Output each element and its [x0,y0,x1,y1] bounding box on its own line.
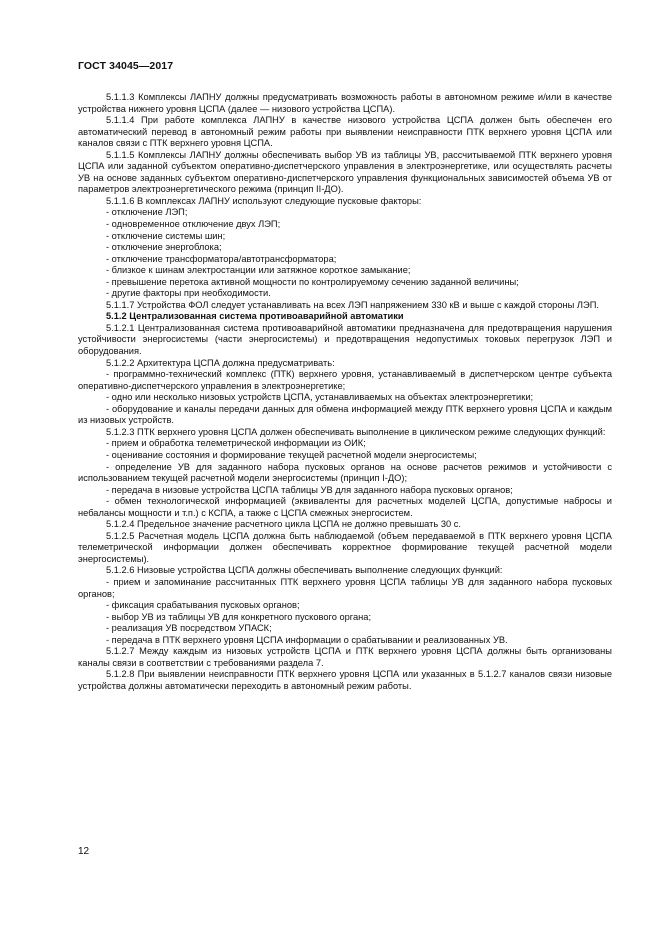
paragraph: 5.1.2.8 При выявлении неисправности ПТК верхнего уровня ЦСПА или указанных в 5.1.2.7 каналов связи низовые устройства должны автоматически переходить в автономный режим работы. [78,669,612,691]
list-item: - обмен технологической информацией (эквиваленты для расчетных моделей ЦСПА, допустимые набросы и небалансы мощности и т.п.) с КСПА, а также с ЦСПА смежных энергосистем. [78,496,612,518]
list-item: - определение УВ для заданного набора пусковых органов на основе расчетов режимов и устойчивости с использованием текущей расчетной модели энергосистемы (принцип I-ДО); [78,461,612,484]
list-item: - отключение системы шин; [106,230,226,241]
paragraph: 5.1.1.7 Устройства ФОЛ следует устанавливать на всех ЛЭП напряжением 330 кВ и выше с каждой стороны ЛЭП. [106,299,599,310]
list-item: - одновременное отключение двух ЛЭП; [106,219,281,230]
list-item: - близкое к шинам электростанции или затяжное короткое замыкание; [106,265,411,276]
section-heading: 5.1.2 Централизованная система противоаварийной автоматики [106,311,404,322]
list-item: - передача в ПТК верхнего уровня ЦСПА информации о срабатывании и реализованных УВ. [106,634,508,645]
paragraph: 5.1.2.4 Предельное значение расчетного цикла ЦСПА не должно превышать 30 с. [106,519,461,530]
list-item: - прием и обработка телеметрической информации из ОИК; [106,438,366,449]
list-item: - программно-технический комплекс (ПТК) верхнего уровня, устанавливаемый в диспетчерском центре субъекта оперативно-диспетчерского управления в электроэнергетике; [78,369,612,391]
paragraph: 5.1.2.2 Архитектура ЦСПА должна предусматривать: [106,357,335,368]
list-item: - оборудование и каналы передачи данных для обмена информацией между ПТК верхнего уровня ЦСПА и каждым из низовых устройств. [78,403,612,426]
list-item: - прием и запоминание рассчитанных ПТК верхнего уровня ЦСПА таблицы УВ для заданного набора пусковых органов; [78,576,612,599]
list-item: - реализация УВ посредством УПАСК; [106,623,272,634]
list-item: - одно или несколько низовых устройств ЦСПА, устанавливаемых на объектах электроэнергетики; [106,392,534,403]
document-body [78,92,612,692]
paragraph: 5.1.1.5 Комплексы ЛАПНУ должны обеспечивать выбор УВ из таблицы УВ, рассчитываемой ПТК верхнего уровня ЦСПА или заданной субъектом оперативно-диспетчерского управления в электроэнергетике, или осуществлять расчеты УВ на основе заданных субъектом оперативно-диспетчерского управления функциональных зависимостей объема УВ от параметров электроэнергетического режима (принцип II-ДО). [78,149,612,195]
list-item: - передача в низовые устройства ЦСПА таблицы УВ для заданного набора пусковых органов; [106,484,513,495]
paragraph: 5.1.1.4 При работе комплекса ЛАПНУ в качестве низового устройства ЦСПА должен быть обеспечен его автоматический перевод в автономный режим работы при выявлении неисправности ПТК верхнего уровня ЦСПА или каналов связи с ПТК верхнего уровня ЦСПА. [78,115,612,149]
paragraph: 5.1.2.1 Централизованная система противоаварийной автоматики предназначена для предотвращения нарушения устойчивости энергосистемы (части энергосистемы) и предотвращения недопустимых токовых перегрузок ЛЭП и оборудования. [78,322,612,357]
paragraph: 5.1.2.5 Расчетная модель ЦСПА должна быть наблюдаемой (объем передаваемой в ПТК верхнего уровня ЦСПА телеметрической информации должен обеспечивать корректное формирование текущей расчетной модели энергосистемы). [78,530,612,564]
page-number: 12 [78,846,90,857]
list-item: - превышение перетока активной мощности по контролируемому сечению заданной величины; [106,276,519,287]
paragraph: 5.1.2.7 Между каждым из низовых устройств ЦСПА и ПТК верхнего уровня ЦСПА должны быть организованы каналы связи в соответствии с требованиями раздела 7. [78,646,612,668]
paragraph: 5.1.2.6 Низовые устройства ЦСПА должны обеспечивать выполнение следующих функций: [106,565,503,576]
paragraph: 5.1.1.6 В комплексах ЛАПНУ используют следующие пусковые факторы: [106,195,422,206]
list-item: - отключение энергоблока; [106,242,222,253]
list-item: - оценивание состояния и формирование текущей расчетной модели энергосистемы; [106,449,477,460]
list-item: - другие факторы при необходимости. [106,288,271,299]
paragraph: 5.1.1.3 Комплексы ЛАПНУ должны предусматривать возможность работы в автономном режиме и/или в качестве устройства нижнего уровня ЦСПА (далее — низового устройства ЦСПА). [78,92,612,114]
list-item: - отключение ЛЭП; [106,207,188,218]
list-item: - отключение трансформатора/автотрансформатора; [106,253,337,264]
document-header: ГОСТ 34045—2017 [78,60,174,72]
list-item: - выбор УВ из таблицы УВ для конкретного пускового органа; [106,611,372,622]
paragraph: 5.1.2.3 ПТК верхнего уровня ЦСПА должен обеспечивать выполнение в циклическом режиме следующих функций: [106,426,606,437]
list-item: - фиксация срабатывания пусковых органов; [106,600,300,611]
